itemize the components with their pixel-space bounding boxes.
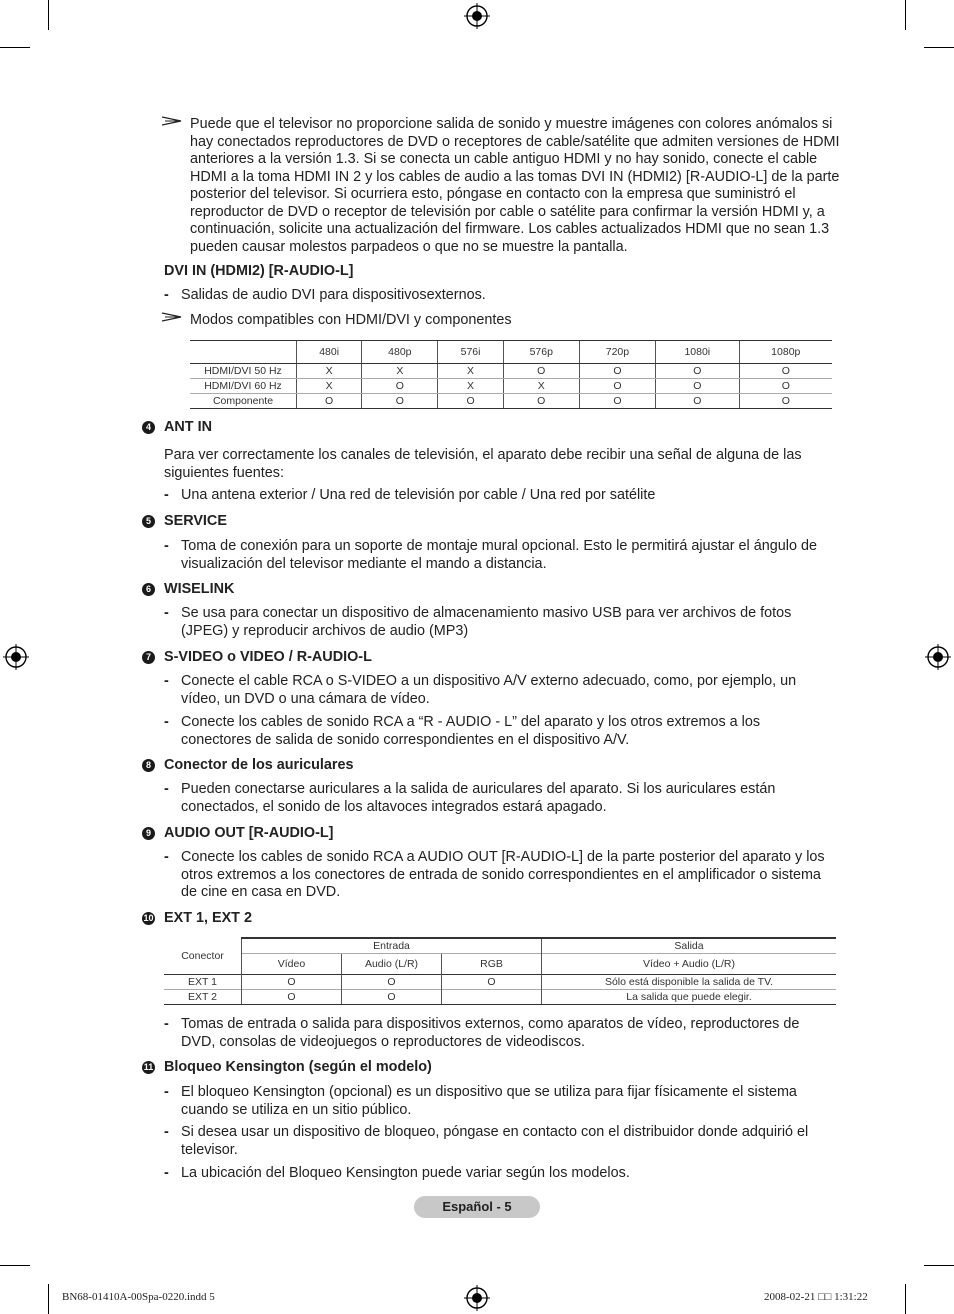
table-header-cell: 720p bbox=[579, 341, 655, 364]
table-cell: EXT 1 bbox=[164, 975, 242, 990]
table-cell: O bbox=[442, 975, 542, 990]
note-arrow-icon bbox=[162, 312, 182, 322]
table-cell: O bbox=[362, 394, 438, 409]
note-arrow-icon bbox=[162, 116, 182, 126]
table-cell: O bbox=[656, 394, 740, 409]
table-cell: O bbox=[503, 364, 579, 379]
table-cell: La salida que puede elegir. bbox=[542, 990, 837, 1005]
table-header-cell bbox=[190, 341, 297, 364]
table-header-row bbox=[190, 341, 832, 364]
table-cell: HDMI/DVI 50 Hz bbox=[190, 364, 297, 379]
section-number-icon: 9 bbox=[142, 827, 155, 840]
table-cell: X bbox=[297, 364, 362, 379]
table-header-row bbox=[164, 938, 836, 954]
kensington-item-2: Si desea usar un dispositivo de bloqueo, póngase en contacto con el distribuidor donde adquirió el televisor. bbox=[181, 1124, 809, 1158]
bullet-dash: - bbox=[164, 1084, 169, 1100]
table-cell: O bbox=[579, 364, 655, 379]
table-cell: X bbox=[438, 364, 503, 379]
section-number-icon: 11 bbox=[143, 1062, 154, 1072]
registration-mark-icon bbox=[925, 644, 951, 670]
section-number-icon: 10 bbox=[143, 913, 154, 923]
file-slug: BN68-01410A-00Spa-0220.indd 5 bbox=[62, 1291, 215, 1303]
section-number-icon: 4 bbox=[142, 421, 155, 434]
table-cell: O bbox=[739, 379, 832, 394]
table-cell: X bbox=[438, 379, 503, 394]
table-cell: O bbox=[297, 394, 362, 409]
table-cell: O bbox=[656, 364, 740, 379]
section-heading-svideo: S-VIDEO o VIDEO / R-AUDIO-L bbox=[164, 649, 372, 665]
registration-mark-icon bbox=[3, 644, 29, 670]
table-cell: O bbox=[242, 990, 342, 1005]
table-header-cell: 1080i bbox=[656, 341, 740, 364]
bullet-dash: - bbox=[164, 781, 169, 797]
table-header-cell: 1080p bbox=[739, 341, 832, 364]
section-heading-audio-out: AUDIO OUT [R-AUDIO-L] bbox=[164, 825, 334, 841]
kensington-item-3: La ubicación del Bloqueo Kensington puede variar según los modelos. bbox=[181, 1165, 630, 1181]
table-header-cell: RGB bbox=[442, 954, 542, 975]
section-heading-kensington: Bloqueo Kensington (según el modelo) bbox=[164, 1059, 432, 1075]
table-header-cell: Salida bbox=[542, 938, 837, 954]
ext-table bbox=[164, 937, 836, 1005]
table-cell: O bbox=[739, 364, 832, 379]
bullet-dash: - bbox=[164, 673, 169, 689]
section-heading-service: SERVICE bbox=[164, 513, 227, 529]
table-header-cell: 576p bbox=[503, 341, 579, 364]
section-number-icon: 6 bbox=[142, 583, 155, 596]
kensington-item-1: El bloqueo Kensington (opcional) es un dispositivo que se utiliza para fijar físicamente el sistema cuando se utiliza en un sitio público. bbox=[181, 1084, 797, 1118]
table-cell: X bbox=[362, 364, 438, 379]
wiselink-item: Se usa para conectar un dispositivo de almacenamiento masivo USB para ver archivos de fotos (JPEG) y reproducir archivos de audio (MP3) bbox=[181, 605, 792, 639]
table-cell: O bbox=[739, 394, 832, 409]
note-hdmi-compatibility: Puede que el televisor no proporcione salida de sonido y muestre imágenes con colores anómalos si hay conectados reproductores de DVD o receptores de cable/satélite que admiten versiones de HDMI anteriores a la versión 1.3. Si se conecta un cable antiguo HDMI y no hay sonido, conecte el cable HDMI a la toma HDMI IN 2 y los cables de audio a las tomas DVI IN (HDMI2) [R-AUDIO-L] de la parte posterior del televisor. Si ocurriera esto, póngase en contacto con la empresa que suministró el reproductor de DVD o receptor de televisión por cable o satélite para confirmar la versión HDMI y, a continuación, solicite una actualización del firmware. Los cables actualizados HDMI que no sean 1.3 pueden causar molestos parpadeos o que no se muestre la pantalla. bbox=[190, 116, 840, 255]
headphones-item: Pueden conectarse auriculares a la salida de auriculares del aparato. Si los auriculares están conectados, el sonido de los altavoces integrados estará apagado. bbox=[181, 781, 776, 815]
table-header-row bbox=[164, 954, 836, 975]
table-cell: X bbox=[503, 379, 579, 394]
bullet-dash: - bbox=[164, 1165, 169, 1181]
table-cell: O bbox=[342, 990, 442, 1005]
table-cell: X bbox=[297, 379, 362, 394]
table-cell bbox=[442, 990, 542, 1005]
bullet-dash: - bbox=[164, 714, 169, 730]
crop-mark bbox=[924, 1265, 954, 1266]
registration-mark-icon bbox=[464, 1285, 490, 1311]
table-row bbox=[190, 394, 832, 409]
table-row bbox=[164, 990, 836, 1005]
table-header-cell: 480i bbox=[297, 341, 362, 364]
service-item: Toma de conexión para un soporte de montaje mural opcional. Esto le permitirá ajustar el ángulo de visualización del televisor mediante el mando a distancia. bbox=[181, 538, 817, 572]
crop-mark bbox=[924, 47, 954, 48]
table-header-cell: Audio (L/R) bbox=[342, 954, 442, 975]
table-cell: EXT 2 bbox=[164, 990, 242, 1005]
table-cell: Sólo está disponible la salida de TV. bbox=[542, 975, 837, 990]
svideo-item-2: Conecte los cables de sonido RCA a “R - AUDIO - L” del aparato y los otros extremos a los conectores de salida de sonido correspondientes en el dispositivo A/V. bbox=[181, 714, 761, 748]
date-slug: 2008-02-21 □□ 1:31:22 bbox=[764, 1291, 868, 1303]
table-cell: O bbox=[438, 394, 503, 409]
table-cell: O bbox=[579, 394, 655, 409]
bullet-dash: - bbox=[164, 538, 169, 554]
audio-out-item: Conecte los cables de sonido RCA a AUDIO OUT [R-AUDIO-L] de la parte posterior del aparato y los otros extremos a los conectores de entrada de sonido correspondientes en el amplificador o sistema de cine en casa en DVD. bbox=[181, 849, 825, 900]
modes-table bbox=[190, 340, 832, 409]
ant-in-item: Una antena exterior / Una red de televisión por cable / Una red por satélite bbox=[181, 487, 656, 503]
table-cell: O bbox=[342, 975, 442, 990]
ext-item: Tomas de entrada o salida para dispositivos externos, como aparatos de vídeo, reproductores de DVD, consolas de videojuegos o reproductores de videodiscos. bbox=[181, 1016, 800, 1050]
svideo-item-1: Conecte el cable RCA o S-VIDEO a un dispositivo A/V externo adecuado, como, por ejemplo, un vídeo, un DVD o una cámara de vídeo. bbox=[181, 673, 797, 707]
table-row bbox=[164, 975, 836, 990]
table-cell: O bbox=[242, 975, 342, 990]
bullet-dash: - bbox=[164, 1124, 169, 1140]
crop-mark bbox=[0, 1265, 30, 1266]
section-number-icon: 5 bbox=[142, 515, 155, 528]
table-cell: HDMI/DVI 60 Hz bbox=[190, 379, 297, 394]
section-heading-headphones: Conector de los auriculares bbox=[164, 757, 354, 773]
table-row bbox=[190, 379, 832, 394]
ant-in-paragraph: Para ver correctamente los canales de televisión, el aparato debe recibir una señal de alguna de las siguientes fuentes: bbox=[164, 447, 802, 481]
table-cell: Componente bbox=[190, 394, 297, 409]
section-heading-dvi: DVI IN (HDMI2) [R-AUDIO-L] bbox=[164, 263, 354, 279]
table-cell: O bbox=[656, 379, 740, 394]
table-header-cell: Entrada bbox=[242, 938, 542, 954]
crop-mark bbox=[48, 1284, 49, 1314]
table-header-cell: 480p bbox=[362, 341, 438, 364]
table-header-cell: Vídeo bbox=[242, 954, 342, 975]
page-number-badge: Español - 5 bbox=[414, 1196, 540, 1218]
bullet-dash: - bbox=[164, 287, 169, 303]
section-number-icon: 8 bbox=[142, 759, 155, 772]
dvi-note: Modos compatibles con HDMI/DVI y componentes bbox=[190, 312, 512, 328]
bullet-dash: - bbox=[164, 487, 169, 503]
table-cell: O bbox=[503, 394, 579, 409]
crop-mark bbox=[905, 0, 906, 30]
crop-mark bbox=[48, 0, 49, 30]
table-header-cell: 576i bbox=[438, 341, 503, 364]
section-heading-ant-in: ANT IN bbox=[164, 419, 212, 435]
section-number-icon: 7 bbox=[142, 651, 155, 664]
crop-mark bbox=[905, 1284, 906, 1314]
table-row bbox=[190, 364, 832, 379]
crop-mark bbox=[0, 47, 30, 48]
section-heading-wiselink: WISELINK bbox=[164, 581, 235, 597]
bullet-dash: - bbox=[164, 1016, 169, 1032]
bullet-dash: - bbox=[164, 605, 169, 621]
table-header-cell: Vídeo + Audio (L/R) bbox=[542, 954, 837, 975]
table-header-cell: Conector bbox=[181, 950, 224, 962]
registration-mark-icon bbox=[464, 3, 490, 29]
bullet-dash: - bbox=[164, 849, 169, 865]
section-heading-ext: EXT 1, EXT 2 bbox=[164, 910, 252, 926]
dvi-item: Salidas de audio DVI para dispositivosexternos. bbox=[181, 287, 486, 303]
table-cell: O bbox=[362, 379, 438, 394]
table-cell: O bbox=[579, 379, 655, 394]
